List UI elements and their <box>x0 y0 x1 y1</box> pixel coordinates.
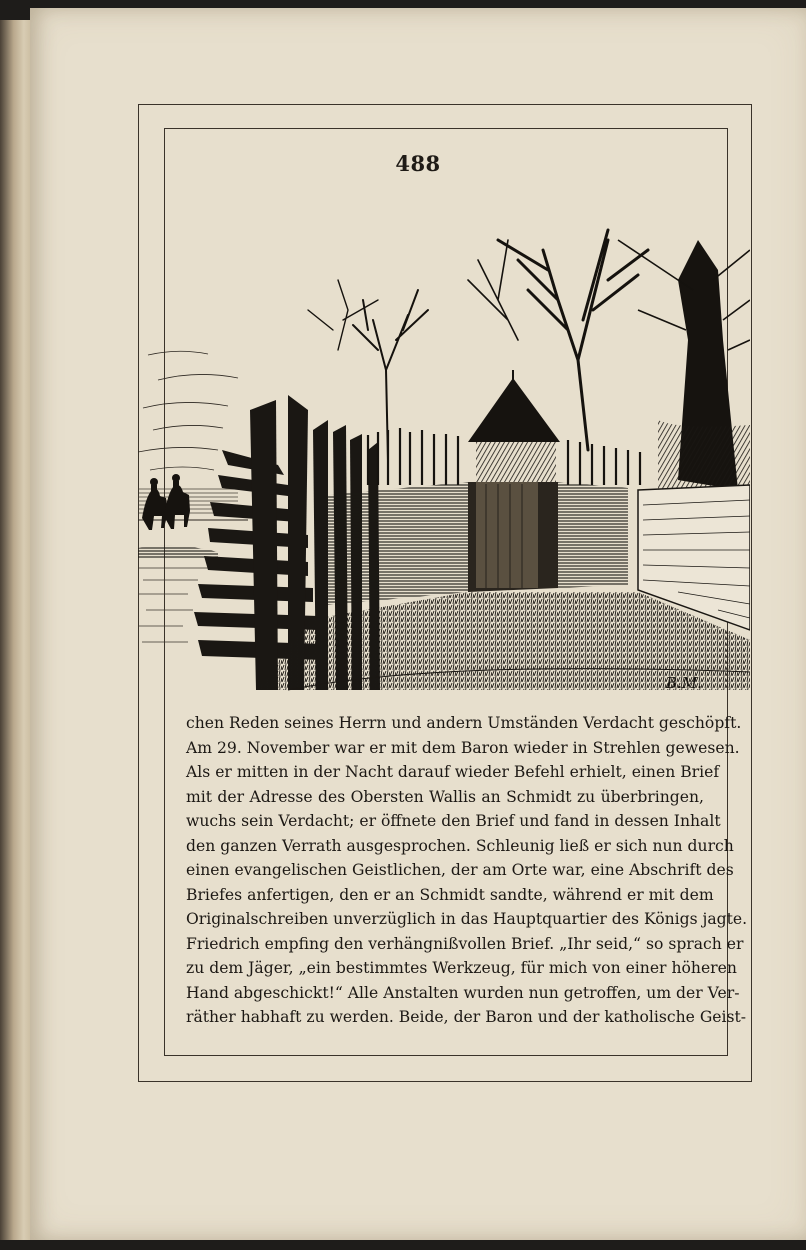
body-text <box>186 711 748 1030</box>
text-line: Am 29. November war er mit dem Baron wieder in Strehlen gewesen. <box>186 738 740 757</box>
text-line: einen evangelischen Geistlichen, der am Orte war, eine Abschrift des <box>186 861 734 879</box>
board-fence-left <box>328 482 468 605</box>
text-line: Friedrich empfing den verhängnißvollen Brief. „Ihr seid,“ so sprach er <box>186 934 744 953</box>
artist-signature: B.M. <box>666 674 702 692</box>
tree-foliage-right <box>658 420 750 490</box>
book-page <box>30 8 806 1240</box>
page-number: 488 <box>395 151 441 176</box>
engraving-illustration <box>138 220 750 700</box>
text-line: Briefes anfertigen, den er an Schmidt sandte, während er mit dem <box>186 885 714 904</box>
text-line: den ganzen Verrath ausgesprochen. Schleunig ließ er sich nun durch <box>186 836 734 855</box>
water-lines <box>138 568 208 642</box>
text-line: Als er mitten in der Nacht darauf wieder Befehl erhielt, einen Brief <box>186 763 720 781</box>
board-fence-center <box>558 482 628 588</box>
text-line: zu dem Jäger, „ein bestimmtes Werkzeug, für mich von einer höheren <box>186 959 737 977</box>
text-line: Hand abgeschickt!“ Alle Anstalten wurden nun getroffen, um der Ver- <box>186 983 740 1002</box>
bare-trees <box>308 230 648 460</box>
book-page-edges <box>0 20 34 1240</box>
wooden-gate <box>476 482 538 588</box>
text-line: räther habhaft zu werden. Beide, der Baron und der katholische Geist- <box>186 1008 747 1026</box>
text-line: Originalschreiben unverzüglich in das Hauptquartier des Königs jagte. <box>186 910 748 928</box>
hut-wall <box>476 442 556 482</box>
text-line: mit der Adresse des Obersten Wallis an Schmidt zu überbringen, <box>186 787 704 806</box>
text-line: chen Reden seines Herrn und andern Umständen Verdacht geschöpft. <box>186 714 742 732</box>
horse-riders <box>142 474 190 530</box>
hut-roof <box>468 378 560 442</box>
text-line: wuchs sein Verdacht; er öffnete den Brief und fand in dessen Inhalt <box>186 812 721 830</box>
